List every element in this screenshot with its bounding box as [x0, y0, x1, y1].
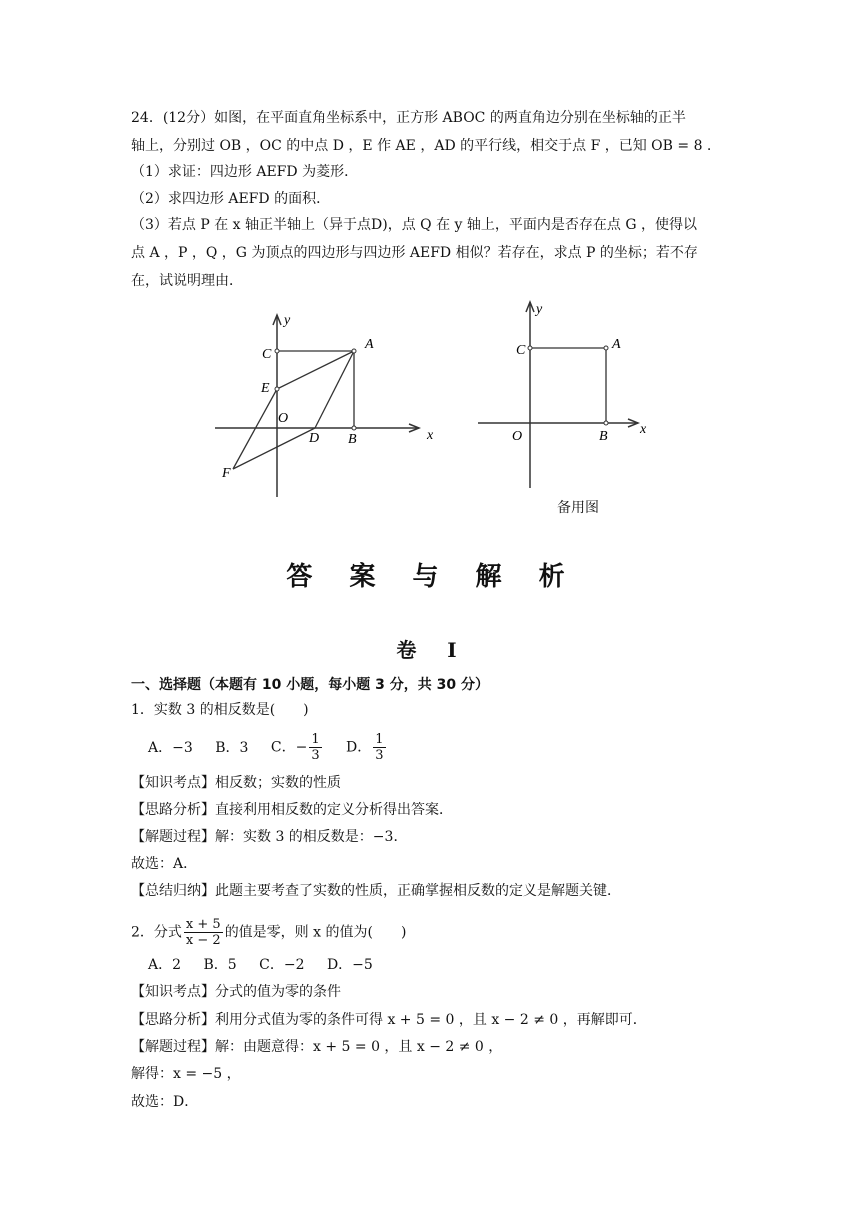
label-x: x	[640, 422, 647, 437]
label-x: x	[427, 428, 434, 443]
label-B: B	[348, 432, 357, 447]
q1-answer: 故选：A．	[131, 856, 198, 872]
label-y: y	[284, 313, 291, 328]
q1-option-c: C．− $\frac{1}{3}$	[270, 732, 320, 763]
q2-option-d: D．−5	[326, 957, 373, 973]
problem24-line2: 轴上，分别过 OB ，OC 的中点 D ，E 作 AE ，AD 的平行线，相交于点 F ，已知 OB = 8 .	[131, 138, 712, 154]
answers-title: 答 案 与 解 析	[286, 562, 579, 592]
q1-option-b: B．3	[215, 739, 249, 756]
label-C: C	[516, 343, 526, 358]
problem24-question1: （1）求证：四边形 AEFD 为菱形．	[131, 164, 359, 180]
point-A	[604, 346, 608, 350]
q2-options	[148, 955, 391, 975]
q1-option-a: A．−3	[148, 739, 193, 756]
label-F: F	[222, 466, 231, 481]
q2-solution: 【解题过程】解：由题意得：x + 5 = 0 ，且 x − 2 ≠ 0 ，	[131, 1039, 503, 1055]
q2-knowledge-point: 【知识考点】分式的值为零的条件	[131, 984, 341, 1000]
q1-knowledge-point: 【知识考点】相反数；实数的性质	[131, 775, 341, 791]
point-C	[528, 346, 532, 350]
q1-options	[148, 732, 406, 763]
segment-DF	[233, 428, 315, 469]
segment-EF	[233, 389, 277, 469]
q1-option-c-numerator: 1	[311, 732, 320, 747]
q2-fraction-denominator: x − 2	[185, 933, 221, 948]
q1-analysis: 【思路分析】直接利用相反数的定义分析得出答案．	[131, 802, 453, 818]
q1-solution: 【解题过程】解：实数 3 的相反数是：−3．	[131, 829, 408, 845]
problem24-line1: 24．(12分）如图，在平面直角坐标系中，正方形 ABOC 的两直角边分别在坐标轴的正半	[131, 110, 686, 126]
spare-figure-caption: 备用图	[557, 500, 599, 516]
segment-AE	[277, 351, 354, 389]
q2-option-b: B．5	[203, 957, 237, 973]
q2-stem: 2．分式 $\frac{x + 5}{x - 2}$ 的值是零，则 x 的值为( )	[131, 917, 407, 948]
problem24-question3-line2: 点 A ，P ，Q ，G 为顶点的四边形与四边形 AEFD 相似？若存在，求点 P 的坐标；若不存	[131, 245, 698, 261]
label-y: y	[536, 302, 543, 317]
problem24-question2: （2）求四边形 AEFD 的面积．	[131, 191, 331, 207]
q1-option-d-denominator: 3	[375, 748, 384, 763]
figure-spare	[470, 298, 660, 498]
q1-stem: 1．实数 3 的相反数是( )	[131, 702, 309, 718]
label-B: B	[599, 429, 608, 444]
section-heading: 一、选择题（本题有 10 小题，每小题 3 分，共 30 分）	[131, 677, 489, 693]
label-A: A	[365, 337, 374, 352]
q2-fraction-numerator: x + 5	[185, 917, 221, 932]
label-D: D	[309, 431, 320, 446]
q2-option-a: A．2	[148, 957, 182, 973]
q1-option-d-numerator: 1	[375, 732, 384, 747]
label-C: C	[262, 347, 272, 362]
figure-main	[205, 305, 445, 505]
segment-AD	[315, 351, 354, 428]
point-C	[275, 349, 279, 353]
q1-option-c-denominator: 3	[311, 748, 320, 763]
point-B	[604, 421, 608, 425]
q2-answer: 故选：D．	[131, 1094, 199, 1110]
q2-solve: 解得：x = −5 ，	[131, 1066, 241, 1082]
point-E	[275, 387, 279, 391]
q1-option-d: D． $\frac{1}{3}$	[346, 732, 384, 763]
point-B	[352, 426, 356, 430]
volume-title: 卷 I	[396, 638, 469, 662]
problem24-question3-line1: （3）若点 P 在 x 轴正半轴上（异于点D)，点 Q 在 y 轴上，平面内是否存在点 G ，使得以	[131, 217, 697, 233]
label-A: A	[612, 337, 621, 352]
q2-option-c: C．−2	[259, 957, 305, 973]
q1-summary: 【总结归纳】此题主要考查了实数的性质，正确掌握相反数的定义是解题关键．	[131, 883, 621, 899]
problem24-question3-line3: 在，试说明理由．	[131, 273, 243, 289]
q2-analysis: 【思路分析】利用分式值为零的条件可得 x + 5 = 0 ，且 x − 2 ≠ 0 ，再解即可．	[131, 1012, 647, 1028]
label-O: O	[512, 429, 523, 444]
label-E: E	[261, 381, 270, 396]
label-O: O	[278, 411, 289, 426]
point-A	[352, 349, 356, 353]
